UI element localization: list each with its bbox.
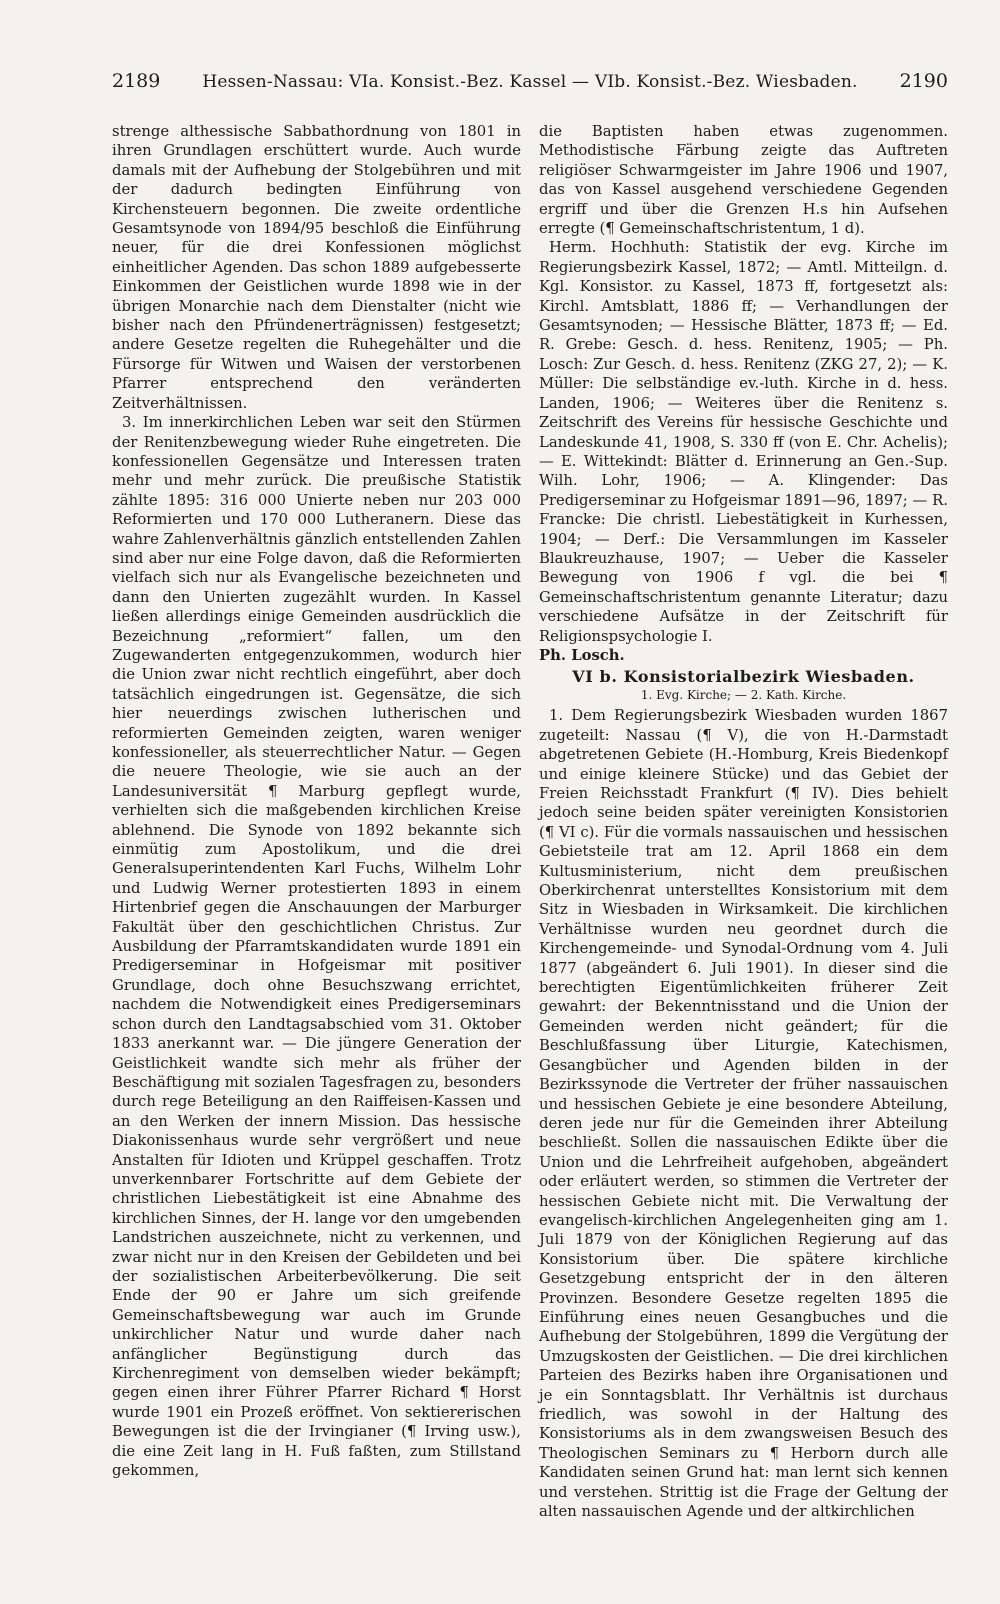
running-head — [112, 70, 948, 92]
right-column — [539, 122, 948, 1521]
bibliography: Herm. Hochhuth: Statistik der evg. Kirche im Regierungsbezirk Kassel, 1872; — Amtl. Mitteilgn. d. Kgl. Konsistor. zu Kassel, 1873 ff, fortgesetzt als: Kirchl. Amtsblatt, 1886 ff; — Verhandlungen der Gesamtsynoden; — Hessische Blätter, 1873 ff; — Ed. R. Grebe: Gesch. d. hess. Renitenz, 1905; — Ph. Losch: Zur Gesch. d. hess. Renitenz (ZKG 27, 2); — K. Müller: Die selbständige ev.-luth. Kirche in d. hess. Landen, 1906; — Weiteres über die Renitenz s. Zeitschrift des Vereins für hessische Geschichte und Landeskunde 41, 1908, S. 330 ff (von E. Chr. Achelis); — E. Wittekindt: Blätter d. Erinnerung an Gen.-Sup. Wilh. Lohr, 1906; — A. Klingender: Das Predigerseminar zu Hofgeismar 1891—96, 1897; — R. Francke: Die christl. Liebestätigkeit in Kurhessen, 1904; — Derf.: Die Versammlungen im Kasseler Blaukreuzhause, 1907; — Ueber die Kasseler Bewegung von 1906 f vgl. die bei ¶ Gemeinschaftschristentum genannte Literatur; dazu verschiedene Aufsätze in der Zeitschrift für Religionspsychologie I. — [539, 239, 948, 645]
page-number-right: 2190 — [899, 70, 948, 92]
right-paragraph-2: 1. Dem Regierungsbezirk Wiesbaden wurden 1867 zugeteilt: Nassau (¶ V), die von H.-Darmstadt abgetretenen Gebiete (H.-Homburg, Kreis Biedenkopf und einige kleinere Stücke) und das Gebiet der Freien Reichsstadt Frankfurt (¶ IV). Dies behielt jedoch seine beiden später vereinigten Konsistorien (¶ VI c). Für die vormals nassauischen und hessischen Gebietsteile trat am 12. April 1868 ein dem Kultusministerium, nicht dem preußischen Oberkirchenrat unterstelltes Konsistorium mit dem Sitz in Wiesbaden in Wirksamkeit. Die kirchlichen Verhältnisse wurden neu geordnet durch die Kirchengemeinde- und Synodal-Ordnung vom 4. Juli 1877 (abgeändert 6. Juli 1901). In dieser sind die berechtigten Eigentümlichkeiten früherer Zeit gewahrt: der Bekenntnisstand und die Union der Gemeinden werden nicht geändert; für die Beschlußfassung über Liturgie, Katechismen, Gesangbücher und Agenden bilden in der Bezirkssynode die Vertreter der früher nassauischen und hessischen Gebiete je eine besondere Abteilung, deren jede nur für die Gemeinden ihrer Abteilung beschließt. Sollen die nassauischen Edikte über die Union und die Lehrfreiheit aufgehoben, abgeändert oder erläutert werden, so stimmen die Vertreter der hessischen Gebiete nicht mit. Die Verwaltung der evangelisch-kirchlichen Angelegenheiten ging am 1. Juli 1879 von der Königlichen Regierung auf das Konsistorium über. Die spätere kirchliche Gesetzgebung entspricht der in den älteren Provinzen. Besondere Gesetze regelten 1895 die Einführung eines neuen Gesangbuches und die Aufhebung der Stolgebühren, 1899 die Vergütung der Umzugskosten der Geistlichen. — Die drei kirchlichen Parteien des Bezirks haben ihre Organisationen und je ein Sonntagsblatt. Ihr Verhältnis ist durchaus friedlich, was sowohl in der Haltung des Konsistoriums als in dem zwangsweisen Besuch des Theologischen Seminars zu ¶ Herborn durch alle Kandidaten seinen Grund hat: man lernt sich kennen und verstehen. Strittig ist die Frage der Geltung der alten nassauischen Agende und der altkirchlichen — [539, 707, 948, 1521]
author-signature: Ph. Losch. — [539, 646, 625, 664]
right-paragraph-1: die Baptisten haben etwas zugenommen. Methodistische Färbung zeigte das Auftreten religiöser Schwarmgeister im Jahre 1906 und 1907, das von Kassel ausgehend verschiedene Gegenden ergriff und über die Grenzen H.s hin Aufsehen erregte (¶ Gemeinschaftschristentum, 1 d). — [539, 123, 948, 238]
running-title: Hessen-Nassau: VIa. Konsist.-Bez. Kassel — VIb. Konsist.-Bez. Wiesbaden. — [202, 72, 858, 92]
section-subtitle: 1. Evg. Kirche; — 2. Kath. Kirche. — [640, 688, 847, 703]
left-column — [112, 122, 521, 1521]
section-title: VI b. Konsistorialbezirk Wiesbaden. — [572, 667, 915, 687]
page-number-left: 2189 — [112, 70, 161, 92]
left-paragraph-2: 3. Im innerkirchlichen Leben war seit den Stürmen der Renitenzbewegung wieder Ruhe eingetreten. Die konfessionellen Gegensätze und Interessen traten mehr und mehr zurück. Die preußische Statistik zählte 1895: 316 000 Unierte neben nur 203 000 Reformierten und 170 000 Lutheranern. Diese das wahre Zahlenverhältnis gänzlich entstellenden Zahlen sind aber nur eine Folge davon, daß die Reformierten vielfach sich nur als Evangelische bezeichneten und dann den Unierten zugezählt wurden. In Kassel ließen allerdings einige Gemeinden ausdrücklich die Bezeichnung „reformiert“ fallen, um den Zugewanderten entgegenzukommen, wodurch hier die Union zwar nicht rechtlich eingeführt, aber doch tatsächlich eingedrungen ist. Gegensätze, die sich hier neuerdings zwischen lutherischen und reformierten Gemeinden zeigten, waren weniger konfessioneller, als steuerrechtlicher Natur. — Gegen die neuere Theologie, wie sie auch an der Landesuniversität ¶ Marburg gepflegt wurde, verhielten sich die maßgebenden kirchlichen Kreise ablehnend. Die Synode von 1892 bekannte sich einmütig zum Apostolikum, und die drei Generalsuperintendenten Karl Fuchs, Wilhelm Lohr und Ludwig Werner protestierten 1893 in einem Hirtenbrief gegen die Anschauungen der Marburger Fakultät über den geschichtlichen Christus. Zur Ausbildung der Pfarramtskandidaten wurde 1891 ein Predigerseminar in Hofgeismar mit positiver Grundlage, doch ohne Besuchszwang errichtet, nachdem die Notwendigkeit eines Predigerseminars schon durch den Landtagsabschied vom 31. Oktober 1833 anerkannt war. — Die jüngere Generation der Geistlichkeit wandte sich mehr als früher der Beschäftigung mit sozialen Tagesfragen zu, besonders durch rege Beteiligung an den Raiffeisen-Kassen und an den Werken der innern Mission. Das hessische Diakonissenhaus wurde sehr vergrößert und neue Anstalten für Idioten und Krüppel geschaffen. Trotz unverkennbarer Fortschritte auf dem Gebiete der christlichen Liebestätigkeit ist eine Abnahme des kirchlichen Sinnes, der H. lange vor den umgebenden Landstrichen auszeichnete, nicht zu verkennen, und zwar nicht nur in den Kreisen der Gebildeten und bei der sozialistischen Arbeiterbevölkerung. Die seit Ende der 90 er Jahre um sich greifende Gemeinschaftsbewegung war auch im Grunde unkirchlicher Natur und wurde daher nach anfänglicher Begünstigung durch das Kirchenregiment von demselben wieder bekämpft; gegen einen ihrer Führer Pfarrer Richard ¶ Horst wurde 1901 ein Prozeß eröffnet. Von sektiererischen Bewegungen ist die der Irvingianer (¶ Irving usw.), die eine Zeit lang in H. Fuß faßten, zum Stillstand gekommen, — [112, 414, 521, 1480]
columns — [112, 122, 948, 1521]
left-paragraph-1: strenge althessische Sabbathordnung von 1801 in ihren Grundlagen erschüttert wurde. Auch wurde damals mit der Aufhebung der Stolgebühren und mit der dadurch bedingten Einführung von Kirchensteuern begonnen. Die zweite ordentliche Gesamtsynode von 1894/95 beschloß die Einführung neuer, für die drei Konfessionen möglichst einheitlicher Agenden. Das schon 1889 aufgebesserte Einkommen der Geistlichen wurde 1898 wie in der übrigen Monarchie nach dem Dienstalter (nicht wie bisher nach den Pfründenerträgnissen) festgesetzt; andere Gesetze regelten die Ruhegehälter und die Fürsorge für Witwen und Waisen der verstorbenen Pfarrer entsprechend den veränderten Zeitverhältnissen. — [112, 123, 521, 412]
